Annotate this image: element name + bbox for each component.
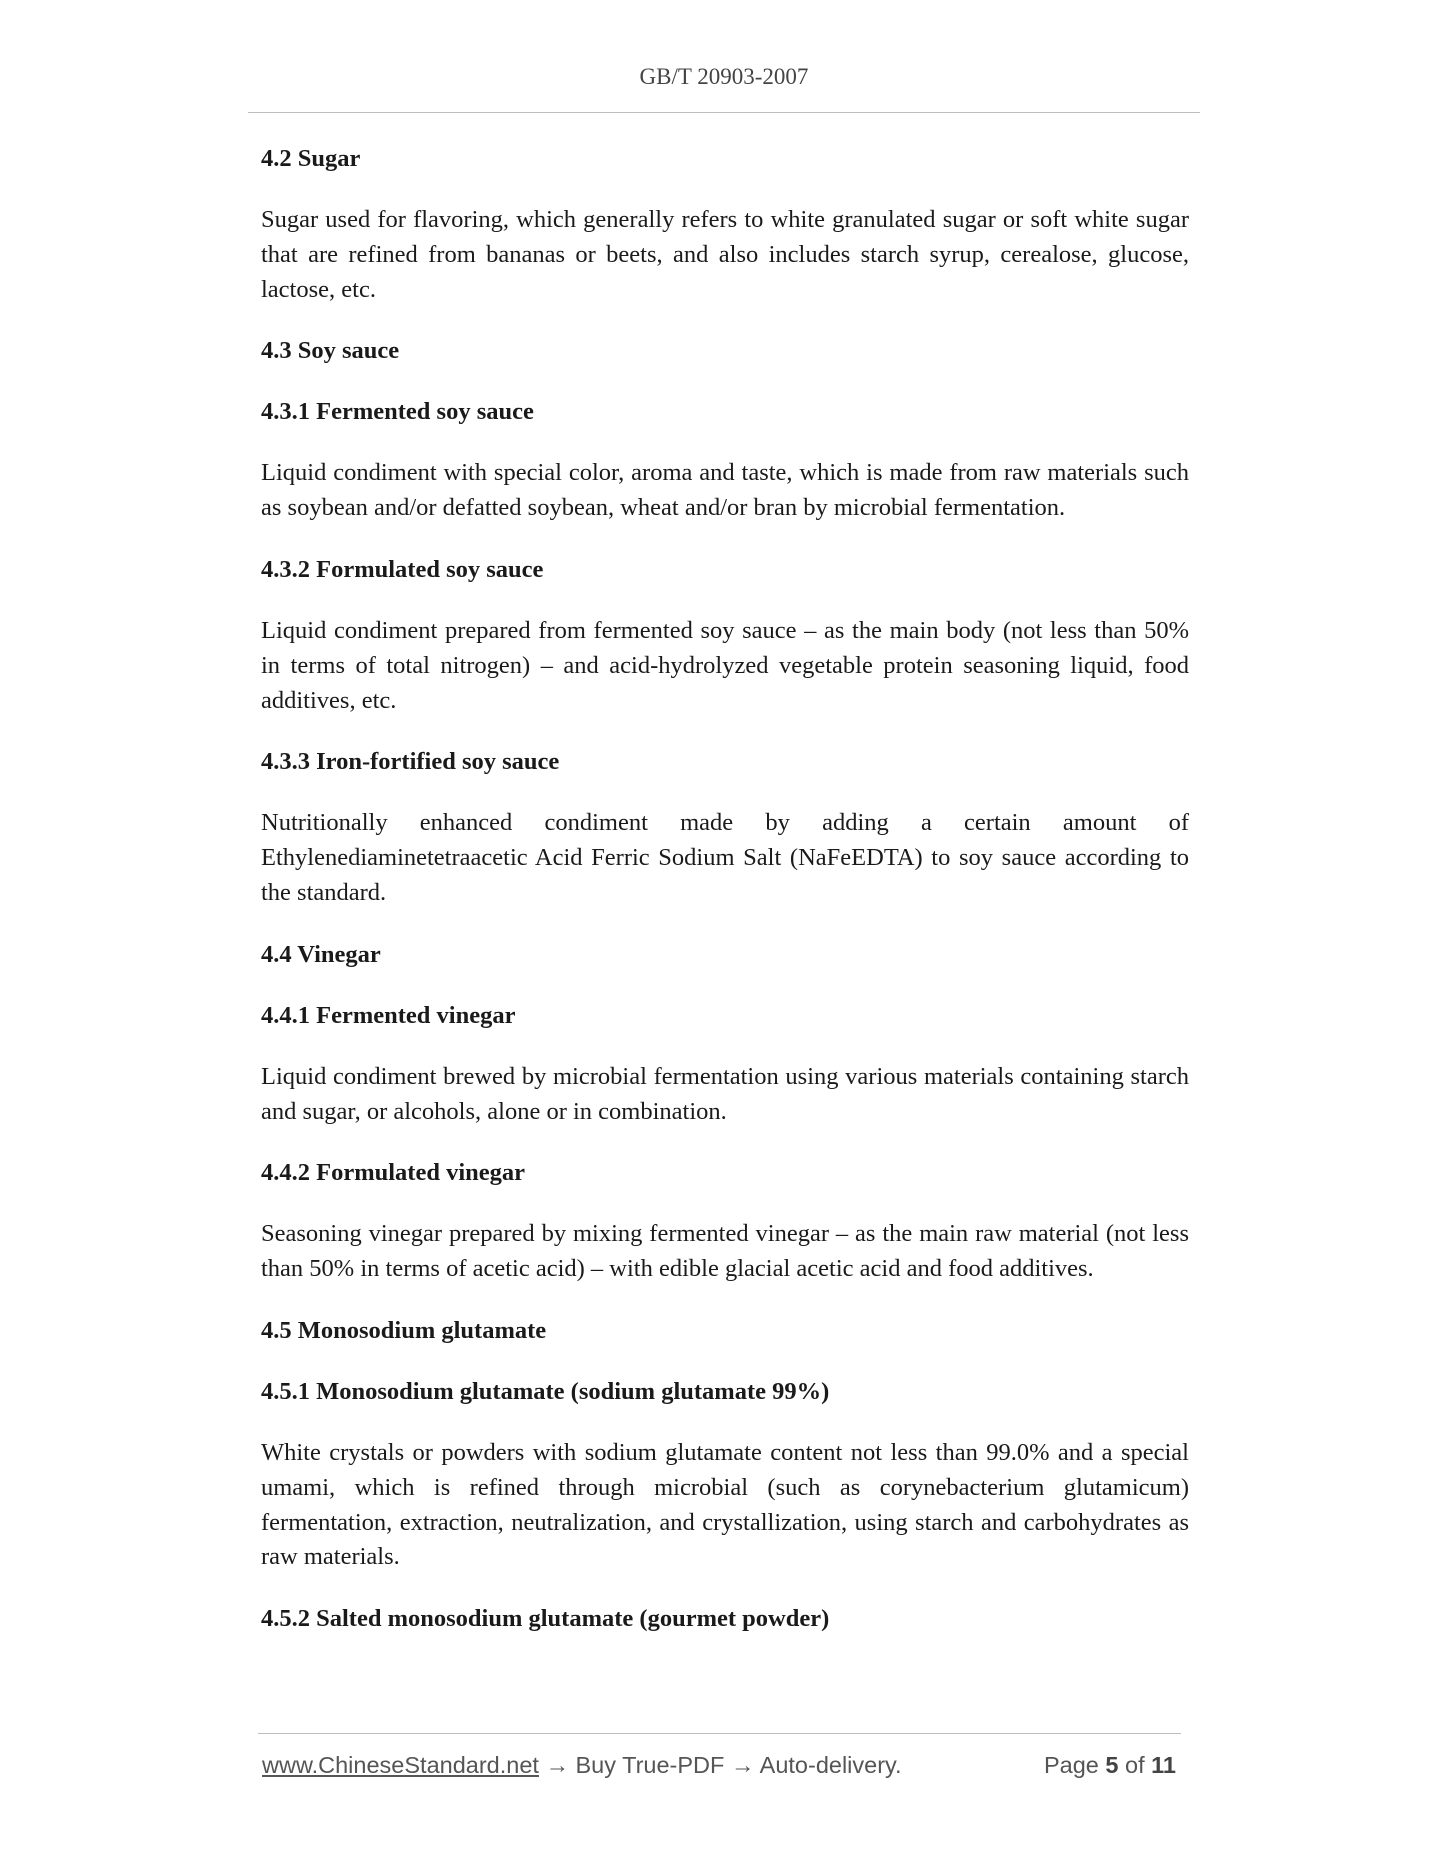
paragraph-formulated-vinegar: Seasoning vinegar prepared by mixing fermented vinegar – as the main raw material (not less than 50% in terms of acetic acid) – with edible glacial acetic acid and food additives. <box>261 1220 1189 1283</box>
footer-promo <box>262 1752 902 1779</box>
section-heading-4-5-1: 4.5.1 Monosodium glutamate (sodium glutamate 99%) <box>261 1377 830 1405</box>
page-total: 11 <box>1151 1752 1176 1778</box>
section-heading-4-3-2: 4.3.2 Formulated soy sauce <box>261 555 544 583</box>
section-heading-4-3-1: 4.3.1 Fermented soy sauce <box>261 398 534 426</box>
section-heading-4-4: 4.4 Vinegar <box>261 940 381 968</box>
chinese-standard-link[interactable]: www.ChineseStandard.net <box>262 1752 539 1778</box>
document-code-header: GB/T 20903-2007 <box>639 64 809 89</box>
page-label: Page <box>1043 1752 1099 1778</box>
section-heading-4-3: 4.3 Soy sauce <box>261 337 400 365</box>
paragraph-fermented-vinegar: Liquid condiment brewed by microbial fermentation using various materials containing starch and sugar, or alcohols, alone or in combination. <box>261 1062 1189 1125</box>
paragraph-fermented-soy-sauce: Liquid condiment with special color, aroma and taste, which is made from raw materials such as soybean and/or defatted soybean, wheat and/or bran by microbial fermentation. <box>261 459 1189 522</box>
paragraph-formulated-soy-sauce: Liquid condiment prepared from fermented soy sauce – as the main body (not less than 50% in terms of total nitrogen) – and acid-hydrolyzed vegetable protein seasoning liquid, food additives, etc. <box>261 616 1189 714</box>
section-heading-4-4-1: 4.4.1 Fermented vinegar <box>261 1001 516 1029</box>
page-current: 5 <box>1105 1752 1119 1778</box>
footer-promo-text: → Buy True-PDF → Auto-delivery. <box>538 1752 902 1778</box>
paragraph-iron-fortified-soy-sauce: Nutritionally enhanced condiment made by adding a certain amount of Ethylenediaminetetraacetic Acid Ferric Sodium Salt (NaFeEDTA) to soy sauce according to the standard. <box>261 809 1189 906</box>
section-heading-4-4-2: 4.4.2 Formulated vinegar <box>261 1159 526 1187</box>
page-number <box>1044 1752 1176 1779</box>
header-divider <box>248 112 1200 113</box>
footer-divider <box>258 1733 1181 1734</box>
document-body <box>261 142 1189 1663</box>
section-heading-4-5-2: 4.5.2 Salted monosodium glutamate (gourmet powder) <box>261 1605 830 1633</box>
paragraph-monosodium-glutamate: White crystals or powders with sodium glutamate content not less than 99.0% and a special umami, which is refined through microbial (such as corynebacterium glutamicum) fermentation, extraction, neutralization, and crystallization, using starch and carbohydrates as raw materials. <box>261 1438 1189 1571</box>
page-footer <box>262 1752 1180 1784</box>
section-heading-4-2: 4.2 Sugar <box>261 145 361 172</box>
section-heading-4-3-3: 4.3.3 Iron-fortified soy sauce <box>261 748 560 776</box>
paragraph-sugar: Sugar used for flavoring, which generally refers to white granulated sugar or soft white sugar that are refined from bananas or beets, and also includes starch syrup, cerealose, glucose, lactose, etc. <box>261 206 1189 303</box>
of-label: of <box>1125 1752 1145 1778</box>
section-heading-4-5: 4.5 Monosodium glutamate <box>261 1316 547 1344</box>
